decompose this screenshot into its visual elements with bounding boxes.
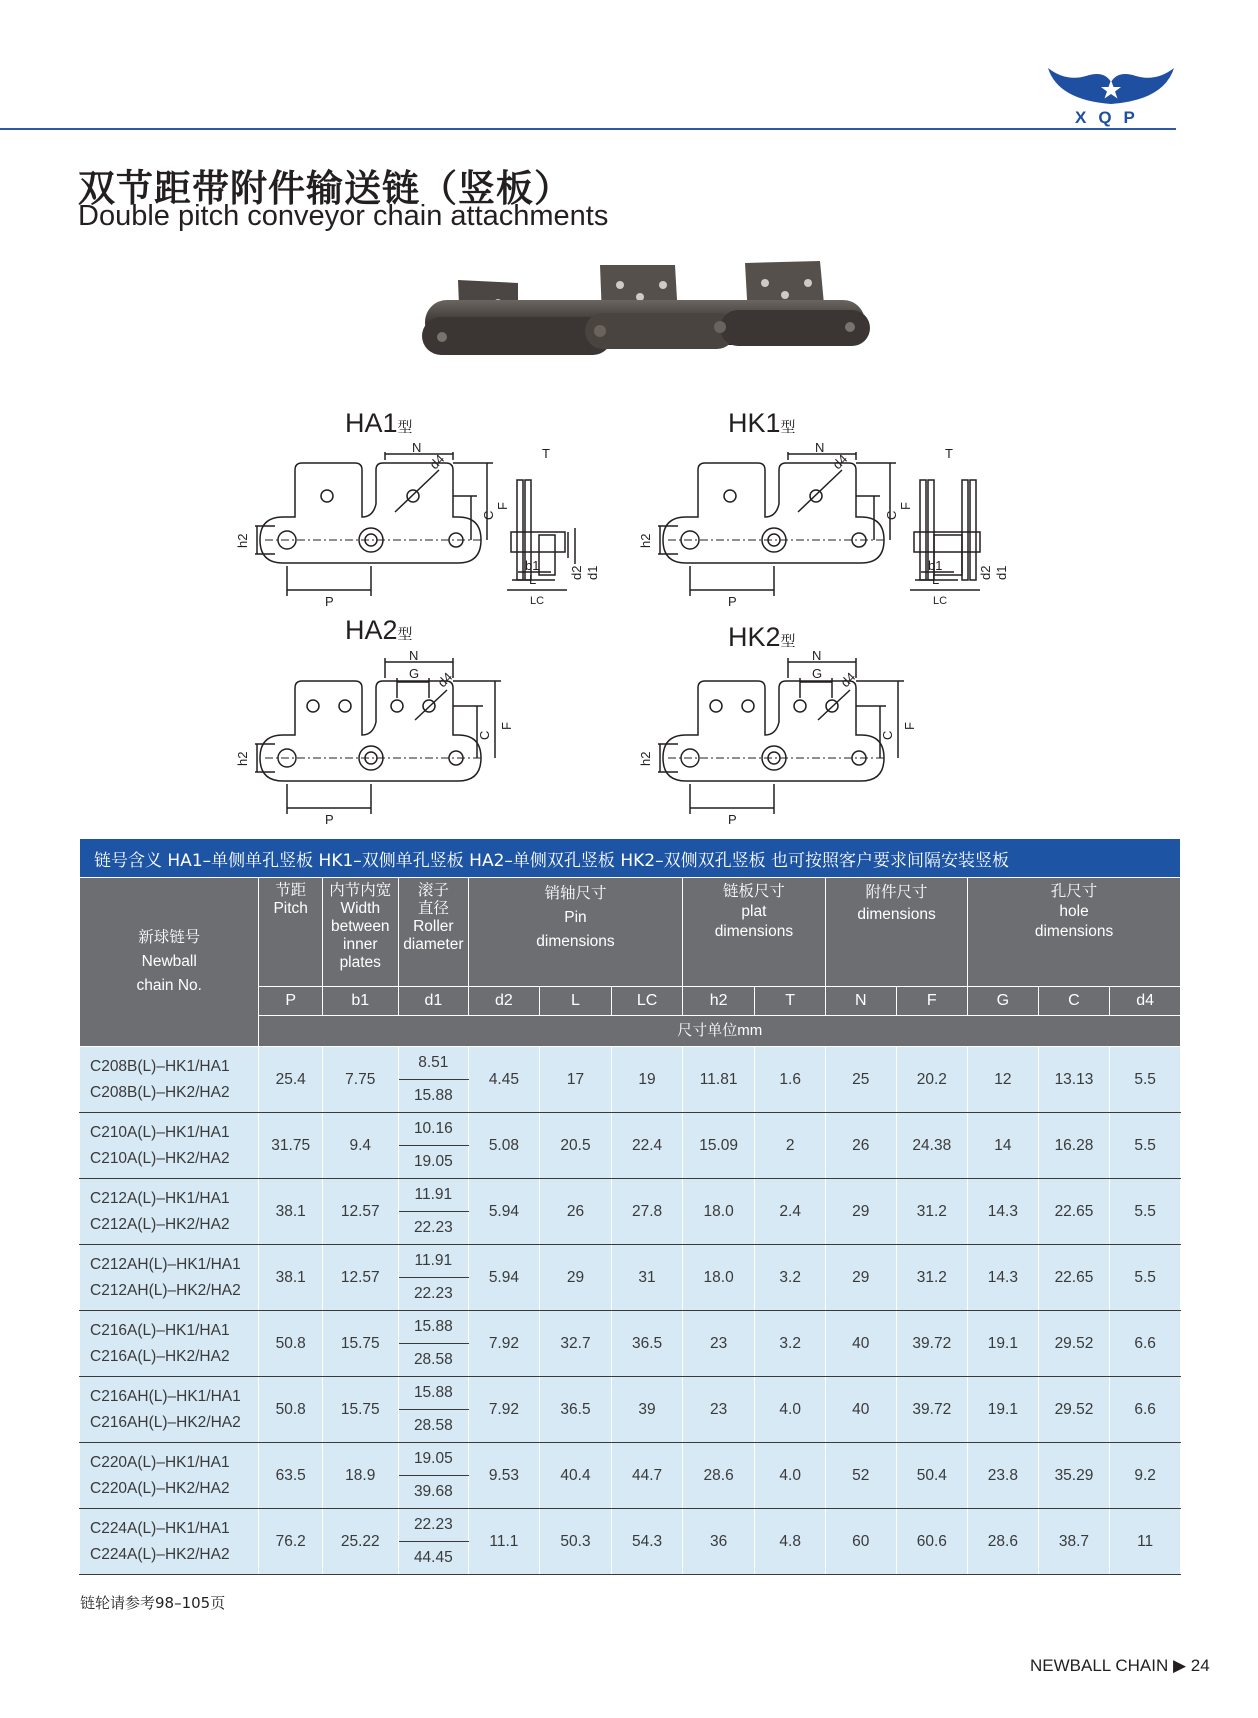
symbol-lc: LC — [612, 987, 683, 1016]
header-hole — [968, 878, 1181, 987]
diagram-title-ha2 — [345, 615, 413, 646]
cell-d4: 5.5 — [1110, 1113, 1181, 1179]
label-f: F — [902, 722, 917, 730]
label-d4: d4 — [829, 451, 851, 473]
header-text: 附件尺寸 — [865, 884, 928, 901]
header-text: dimensions — [536, 933, 615, 950]
label-t: T — [542, 446, 550, 461]
chain-no: C212A(L)–HK1/HA1 — [90, 1189, 230, 1207]
diagram-type: HK2 — [728, 622, 781, 652]
cell-d1: 22.23 — [398, 1278, 469, 1311]
cell-c: 29.52 — [1038, 1377, 1110, 1443]
chain-no: C216A(L)–HK2/HA2 — [90, 1347, 230, 1365]
cell-d4: 5.5 — [1110, 1245, 1181, 1311]
cell-n: 40 — [825, 1377, 896, 1443]
chain-no-cell — [80, 1377, 259, 1443]
cell-lc: 39 — [612, 1377, 683, 1443]
cell-d2: 9.53 — [469, 1443, 540, 1509]
table-caption: 链号含义 HA1–单侧单孔竖板 HK1–双侧单孔竖板 HA2–单侧双孔竖板 HK2–双侧双孔竖板 也可按照客户要求间隔安装竖板 — [80, 839, 1181, 878]
header-text: plates — [339, 954, 381, 971]
cell-b1: 9.4 — [322, 1113, 398, 1179]
cell-n: 26 — [825, 1113, 896, 1179]
cell-c: 13.13 — [1038, 1047, 1110, 1113]
label-p: P — [325, 594, 334, 609]
header-text: diameter — [403, 936, 464, 953]
header-text: Roller — [413, 918, 454, 935]
label-c: C — [884, 510, 899, 520]
label-t: T — [945, 446, 953, 461]
chain-no: C216AH(L)–HK1/HA1 — [90, 1387, 241, 1405]
logo-text: XQP — [1075, 108, 1147, 127]
header-text: 孔尺寸 — [1050, 883, 1098, 900]
label-d2: d2 — [978, 565, 993, 580]
label-h2: h2 — [638, 751, 653, 766]
cell-d1: 28.58 — [398, 1344, 469, 1377]
symbol-n: N — [825, 987, 896, 1016]
chain-no: C224A(L)–HK1/HA1 — [90, 1519, 230, 1537]
chain-no-cell — [80, 1179, 259, 1245]
label-g: G — [409, 666, 420, 681]
cell-d1: 28.58 — [398, 1410, 469, 1443]
diagram-hk2 — [628, 648, 1018, 848]
table-row — [80, 1245, 1181, 1278]
cell-l: 29 — [539, 1245, 612, 1311]
spec-table — [79, 838, 1181, 1575]
table-row — [80, 1509, 1181, 1542]
symbol-c: C — [1038, 987, 1110, 1016]
chain-no-cell — [80, 1311, 259, 1377]
cell-b1: 15.75 — [322, 1311, 398, 1377]
chain-no: C216A(L)–HK1/HA1 — [90, 1321, 230, 1339]
cell-lc: 27.8 — [612, 1179, 683, 1245]
cell-h2: 23 — [682, 1311, 755, 1377]
header-text: 滚子 — [417, 882, 449, 899]
header-text: 新球链号 — [138, 929, 201, 946]
diagram-ha1 — [225, 440, 615, 640]
chain-no: C212AH(L)–HK1/HA1 — [90, 1255, 241, 1273]
cell-d2: 4.45 — [469, 1047, 540, 1113]
cell-n: 29 — [825, 1245, 896, 1311]
cell-d1: 44.45 — [398, 1542, 469, 1575]
symbol-p: P — [259, 987, 323, 1016]
label-f: F — [499, 722, 514, 730]
diagram-title-hk1 — [728, 408, 796, 439]
cell-n: 25 — [825, 1047, 896, 1113]
header-text: chain No. — [136, 977, 202, 994]
header-text: inner — [343, 936, 378, 953]
header-chain-no — [80, 878, 259, 1047]
cell-d2: 5.08 — [469, 1113, 540, 1179]
label-c: C — [477, 730, 492, 740]
cell-b1: 7.75 — [322, 1047, 398, 1113]
cell-b1: 12.57 — [322, 1179, 398, 1245]
chain-no: C224A(L)–HK2/HA2 — [90, 1545, 230, 1563]
cell-d1: 39.68 — [398, 1476, 469, 1509]
header-text: hole — [1059, 903, 1089, 920]
chain-no-cell — [80, 1113, 259, 1179]
header-width — [322, 878, 398, 987]
label-d2: d2 — [569, 565, 584, 580]
cell-p: 31.75 — [259, 1113, 323, 1179]
unit-label: 尺寸单位mm — [259, 1016, 1181, 1047]
cell-c: 22.65 — [1038, 1245, 1110, 1311]
cell-t: 2.4 — [755, 1179, 826, 1245]
label-p: P — [728, 812, 737, 827]
cell-l: 20.5 — [539, 1113, 612, 1179]
cell-f: 39.72 — [896, 1377, 968, 1443]
label-n: N — [412, 440, 422, 455]
cell-p: 38.1 — [259, 1179, 323, 1245]
cell-c: 16.28 — [1038, 1113, 1110, 1179]
cell-f: 20.2 — [896, 1047, 968, 1113]
cell-t: 1.6 — [755, 1047, 826, 1113]
cell-d1: 15.88 — [398, 1311, 469, 1344]
header-roller — [398, 878, 469, 987]
chain-no: C210A(L)–HK2/HA2 — [90, 1149, 230, 1167]
header-pitch — [259, 878, 323, 987]
cell-l: 40.4 — [539, 1443, 612, 1509]
table-row — [80, 1443, 1181, 1476]
label-n: N — [812, 648, 822, 663]
cell-g: 12 — [968, 1047, 1039, 1113]
symbol-h2: h2 — [682, 987, 755, 1016]
header-text: between — [330, 918, 390, 935]
cell-d1: 15.88 — [398, 1377, 469, 1410]
diagram-hk1 — [628, 440, 1018, 640]
diagram-suffix: 型 — [397, 625, 413, 643]
cell-d4: 6.6 — [1110, 1377, 1181, 1443]
chain-no: C208B(L)–HK2/HA2 — [90, 1083, 230, 1101]
chain-no: C220A(L)–HK2/HA2 — [90, 1479, 230, 1497]
cell-h2: 18.0 — [682, 1179, 755, 1245]
chain-no: C208B(L)–HK1/HA1 — [90, 1057, 230, 1075]
cell-l: 36.5 — [539, 1377, 612, 1443]
header-rule — [0, 128, 1176, 130]
header-text: Newball — [141, 953, 197, 970]
table-row — [80, 1113, 1181, 1146]
diagram-ha2 — [225, 648, 615, 848]
header-pin — [469, 878, 683, 987]
cell-lc: 54.3 — [612, 1509, 683, 1575]
cell-lc: 19 — [612, 1047, 683, 1113]
label-n: N — [815, 440, 825, 455]
cell-t: 4.8 — [755, 1509, 826, 1575]
cell-h2: 15.09 — [682, 1113, 755, 1179]
label-f: F — [495, 502, 510, 510]
header-text: Pitch — [273, 900, 308, 917]
chain-no: C212AH(L)–HK2/HA2 — [90, 1281, 241, 1299]
cell-p: 76.2 — [259, 1509, 323, 1575]
table-row — [80, 1047, 1181, 1080]
cell-g: 19.1 — [968, 1311, 1039, 1377]
cell-d1: 11.91 — [398, 1245, 469, 1278]
cell-l: 50.3 — [539, 1509, 612, 1575]
arrow-right-icon: ▶ — [1172, 1656, 1187, 1675]
cell-lc: 44.7 — [612, 1443, 683, 1509]
table-row — [80, 1311, 1181, 1344]
cell-p: 25.4 — [259, 1047, 323, 1113]
header-text: 节距 — [275, 882, 307, 899]
header-text: Width — [340, 900, 381, 917]
cell-g: 14.3 — [968, 1245, 1039, 1311]
cell-lc: 22.4 — [612, 1113, 683, 1179]
header-text: dimensions — [714, 923, 794, 940]
cell-p: 50.8 — [259, 1311, 323, 1377]
cell-n: 60 — [825, 1509, 896, 1575]
cell-l: 17 — [539, 1047, 612, 1113]
cell-l: 32.7 — [539, 1311, 612, 1377]
header-text: 销轴尺寸 — [544, 885, 607, 902]
cell-d2: 5.94 — [469, 1245, 540, 1311]
cell-d1: 22.23 — [398, 1212, 469, 1245]
symbol-g: G — [968, 987, 1039, 1016]
cell-d1: 10.16 — [398, 1113, 469, 1146]
label-n: N — [409, 648, 419, 663]
cell-n: 29 — [825, 1179, 896, 1245]
cell-d1: 15.88 — [398, 1080, 469, 1113]
cell-lc: 31 — [612, 1245, 683, 1311]
label-l: L — [529, 572, 537, 587]
label-d1: d1 — [994, 565, 1009, 580]
chain-no: C220A(L)–HK1/HA1 — [90, 1453, 230, 1471]
cell-h2: 36 — [682, 1509, 755, 1575]
cell-f: 24.38 — [896, 1113, 968, 1179]
header-attach — [825, 878, 967, 987]
cell-g: 14.3 — [968, 1179, 1039, 1245]
cell-d1: 19.05 — [398, 1146, 469, 1179]
cell-p: 63.5 — [259, 1443, 323, 1509]
label-l: L — [932, 572, 940, 587]
cell-f: 31.2 — [896, 1179, 968, 1245]
chain-no: C216AH(L)–HK2/HA2 — [90, 1413, 241, 1431]
cell-c: 29.52 — [1038, 1311, 1110, 1377]
label-b1: b1 — [525, 558, 540, 573]
cell-d4: 5.5 — [1110, 1047, 1181, 1113]
cell-h2: 28.6 — [682, 1443, 755, 1509]
label-h2: h2 — [235, 751, 250, 766]
diagram-suffix: 型 — [780, 418, 796, 436]
chain-no-cell — [80, 1047, 259, 1113]
cell-b1: 12.57 — [322, 1245, 398, 1311]
cell-p: 50.8 — [259, 1377, 323, 1443]
cell-t: 3.2 — [755, 1245, 826, 1311]
cell-d1: 11.91 — [398, 1179, 469, 1212]
label-h2: h2 — [235, 533, 250, 548]
label-lc: LC — [933, 595, 948, 607]
page-footer — [1030, 1656, 1210, 1676]
cell-h2: 23 — [682, 1377, 755, 1443]
cell-g: 28.6 — [968, 1509, 1039, 1575]
cell-h2: 18.0 — [682, 1245, 755, 1311]
cell-d1: 22.23 — [398, 1509, 469, 1542]
cell-d4: 6.6 — [1110, 1311, 1181, 1377]
cell-b1: 15.75 — [322, 1377, 398, 1443]
header-text: dimensions — [1034, 923, 1114, 940]
diagram-type: HA2 — [345, 615, 398, 645]
symbol-d4: d4 — [1110, 987, 1181, 1016]
label-h2: h2 — [638, 533, 653, 548]
cell-f: 50.4 — [896, 1443, 968, 1509]
symbol-t: T — [755, 987, 826, 1016]
footnote: 链轮请参考98–105页 — [80, 1594, 226, 1612]
cell-d4: 5.5 — [1110, 1179, 1181, 1245]
page-title-en: Double pitch conveyor chain attachments — [78, 200, 609, 232]
cell-g: 23.8 — [968, 1443, 1039, 1509]
table-row — [80, 1377, 1181, 1410]
cell-d2: 7.92 — [469, 1311, 540, 1377]
diagram-suffix: 型 — [780, 632, 796, 650]
header-text: 内节内宽 — [329, 882, 392, 899]
label-c: C — [880, 730, 895, 740]
chain-no: C210A(L)–HK1/HA1 — [90, 1123, 230, 1141]
symbol-d2: d2 — [469, 987, 540, 1016]
header-text: Pin — [564, 909, 587, 926]
cell-h2: 11.81 — [682, 1047, 755, 1113]
cell-t: 4.0 — [755, 1377, 826, 1443]
label-p: P — [728, 594, 737, 609]
cell-g: 19.1 — [968, 1377, 1039, 1443]
page-title-cn: 双节距带附件输送链（竖板） — [78, 167, 572, 210]
chain-no: C212A(L)–HK2/HA2 — [90, 1215, 230, 1233]
label-f: F — [898, 502, 913, 510]
table-row — [80, 1179, 1181, 1212]
header-text: plat — [741, 903, 767, 920]
label-b1: b1 — [928, 558, 943, 573]
cell-f: 31.2 — [896, 1245, 968, 1311]
cell-c: 38.7 — [1038, 1509, 1110, 1575]
diagram-title-ha1 — [345, 408, 413, 439]
cell-d2: 5.94 — [469, 1179, 540, 1245]
chain-no-cell — [80, 1443, 259, 1509]
cell-f: 39.72 — [896, 1311, 968, 1377]
header-plat — [682, 878, 825, 987]
label-c: C — [481, 510, 496, 520]
cell-n: 40 — [825, 1311, 896, 1377]
cell-c: 22.65 — [1038, 1179, 1110, 1245]
cell-l: 26 — [539, 1179, 612, 1245]
diagram-type: HK1 — [728, 408, 781, 438]
page-number: 24 — [1190, 1656, 1210, 1675]
cell-d1: 19.05 — [398, 1443, 469, 1476]
cell-d4: 9.2 — [1110, 1443, 1181, 1509]
label-p: P — [325, 812, 334, 827]
cell-lc: 36.5 — [612, 1311, 683, 1377]
cell-p: 38.1 — [259, 1245, 323, 1311]
cell-d2: 11.1 — [469, 1509, 540, 1575]
symbol-l: L — [539, 987, 612, 1016]
cell-t: 4.0 — [755, 1443, 826, 1509]
diagram-suffix: 型 — [397, 418, 413, 436]
chain-no-cell — [80, 1245, 259, 1311]
cell-b1: 25.22 — [322, 1509, 398, 1575]
label-d1: d1 — [585, 565, 600, 580]
cell-d4: 11 — [1110, 1509, 1181, 1575]
label-d4: d4 — [426, 451, 448, 473]
cell-d1: 8.51 — [398, 1047, 469, 1080]
chain-photo — [420, 255, 880, 380]
label-lc: LC — [530, 595, 545, 607]
label-d4: d4 — [837, 669, 859, 691]
cell-g: 14 — [968, 1113, 1039, 1179]
symbol-b1: b1 — [322, 987, 398, 1016]
header-text: 链板尺寸 — [722, 883, 785, 900]
label-d4: d4 — [434, 669, 456, 691]
cell-c: 35.29 — [1038, 1443, 1110, 1509]
cell-f: 60.6 — [896, 1509, 968, 1575]
cell-t: 2 — [755, 1113, 826, 1179]
cell-n: 52 — [825, 1443, 896, 1509]
symbol-d1: d1 — [398, 987, 469, 1016]
diagram-type: HA1 — [345, 408, 398, 438]
footer-brand: NEWBALL CHAIN — [1030, 1656, 1169, 1675]
cell-t: 3.2 — [755, 1311, 826, 1377]
header-text: 直径 — [417, 900, 449, 917]
header-text: dimensions — [857, 906, 936, 923]
cell-b1: 18.9 — [322, 1443, 398, 1509]
table-body — [80, 1047, 1181, 1575]
chain-no-cell — [80, 1509, 259, 1575]
symbol-f: F — [896, 987, 968, 1016]
cell-d2: 7.92 — [469, 1377, 540, 1443]
label-g: G — [812, 666, 823, 681]
